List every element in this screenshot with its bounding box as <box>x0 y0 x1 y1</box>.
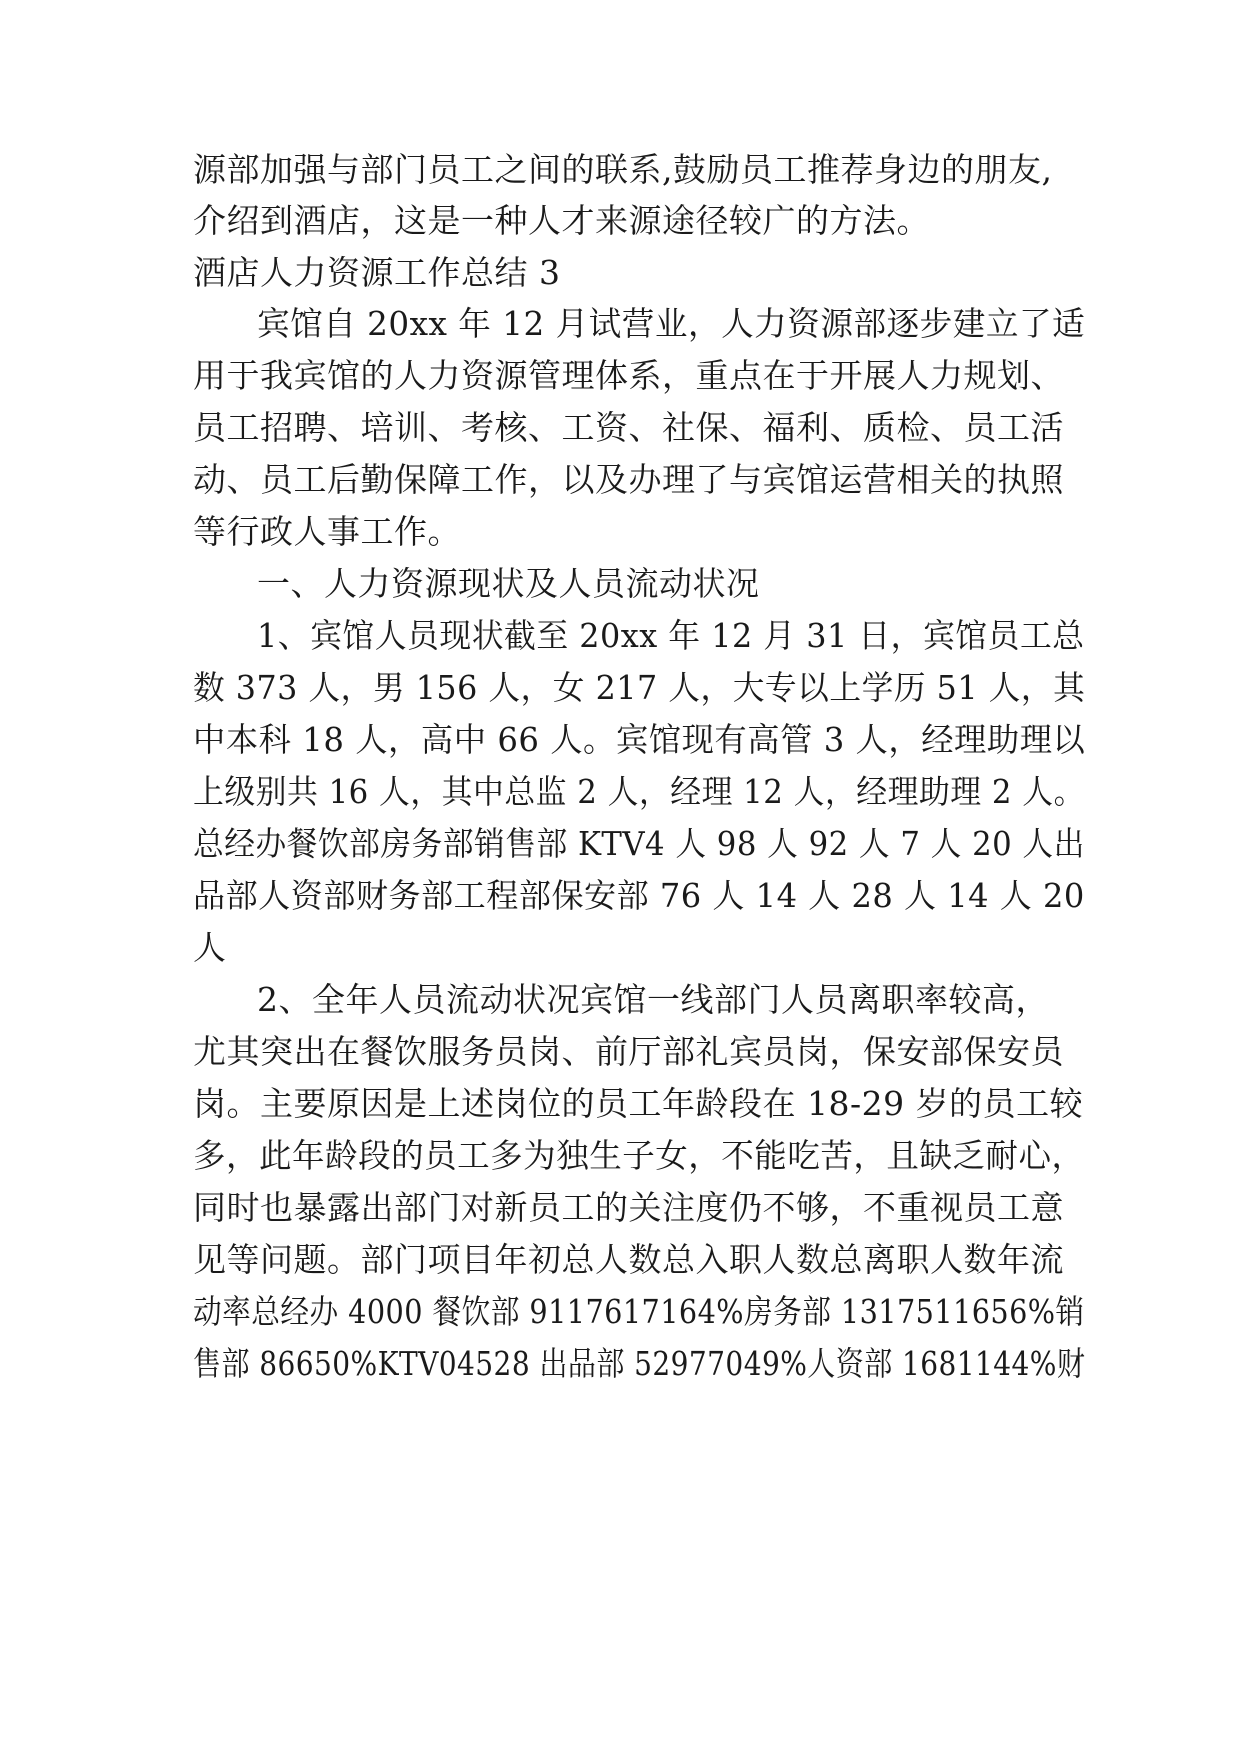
paragraph-line: 同时也暴露出部门对新员工的关注度仍不够，不重视员工意 <box>193 1188 1064 1227</box>
paragraph-line: 介绍到酒店，这是一种人才来源途径较广的方法。 <box>193 201 930 240</box>
paragraph-line: 数 373 人，男 156 人，女 217 人，大专以上学历 51 人，其 <box>193 668 1086 707</box>
paragraph-line: 人 <box>193 928 227 967</box>
paragraph-line: 动率总经办 4000 餐饮部 9117617164%房务部 1317511656%销 <box>193 1292 1085 1331</box>
paragraph-line: 等行政人事工作。 <box>193 512 461 551</box>
paragraph-line: 用于我宾馆的人力资源管理体系，重点在于开展人力规划、 <box>193 356 1064 395</box>
paragraph-line: 多，此年龄段的员工多为独生子女，不能吃苦，且缺乏耐心， <box>193 1136 1085 1175</box>
paragraph-line: 中本科 18 人，高中 66 人。宾馆现有高管 3 人，经理助理以 <box>193 720 1086 759</box>
paragraph-line: 尤其突出在餐饮服务员岗、前厅部礼宾员岗，保安部保安员 <box>193 1032 1064 1071</box>
paragraph-line: 宾馆自 20xx 年 12 月试营业，人力资源部逐步建立了适 <box>257 304 1086 343</box>
paragraph-line: 品部人资部财务部工程部保安部 76 人 14 人 28 人 14 人 20 <box>193 876 1085 915</box>
paragraph-line: 2、全年人员流动状况宾馆一线部门人员离职率较高， <box>257 980 1049 1019</box>
paragraph-line: 见等问题。部门项目年初总人数总入职人数总离职人数年流 <box>193 1240 1064 1279</box>
paragraph-line: 售部 86650%KTV04528 出品部 52977049%人资部 1681144%财 <box>193 1344 1086 1383</box>
paragraph-line: 员工招聘、培训、考核、工资、社保、福利、质检、员工活 <box>193 408 1064 447</box>
subsection-heading: 一、人力资源现状及人员流动状况 <box>257 564 760 603</box>
paragraph-line: 总经办餐饮部房务部销售部 KTV4 人 98 人 92 人 7 人 20 人出 <box>193 824 1085 863</box>
section-heading: 酒店人力资源工作总结 3 <box>193 253 561 292</box>
paragraph-line: 源部加强与部门员工之间的联系,鼓励员工推荐身边的朋友, <box>193 150 1053 189</box>
paragraph-line: 上级别共 16 人，其中总监 2 人，经理 12 人，经理助理 2 人。 <box>193 772 1085 811</box>
paragraph-line: 1、宾馆人员现状截至 20xx 年 12 月 31 日，宾馆员工总 <box>257 616 1085 655</box>
paragraph-line: 动、员工后勤保障工作，以及办理了与宾馆运营相关的执照 <box>193 460 1064 499</box>
paragraph-line: 岗。主要原因是上述岗位的员工年龄段在 18-29 岁的员工较 <box>193 1084 1084 1123</box>
